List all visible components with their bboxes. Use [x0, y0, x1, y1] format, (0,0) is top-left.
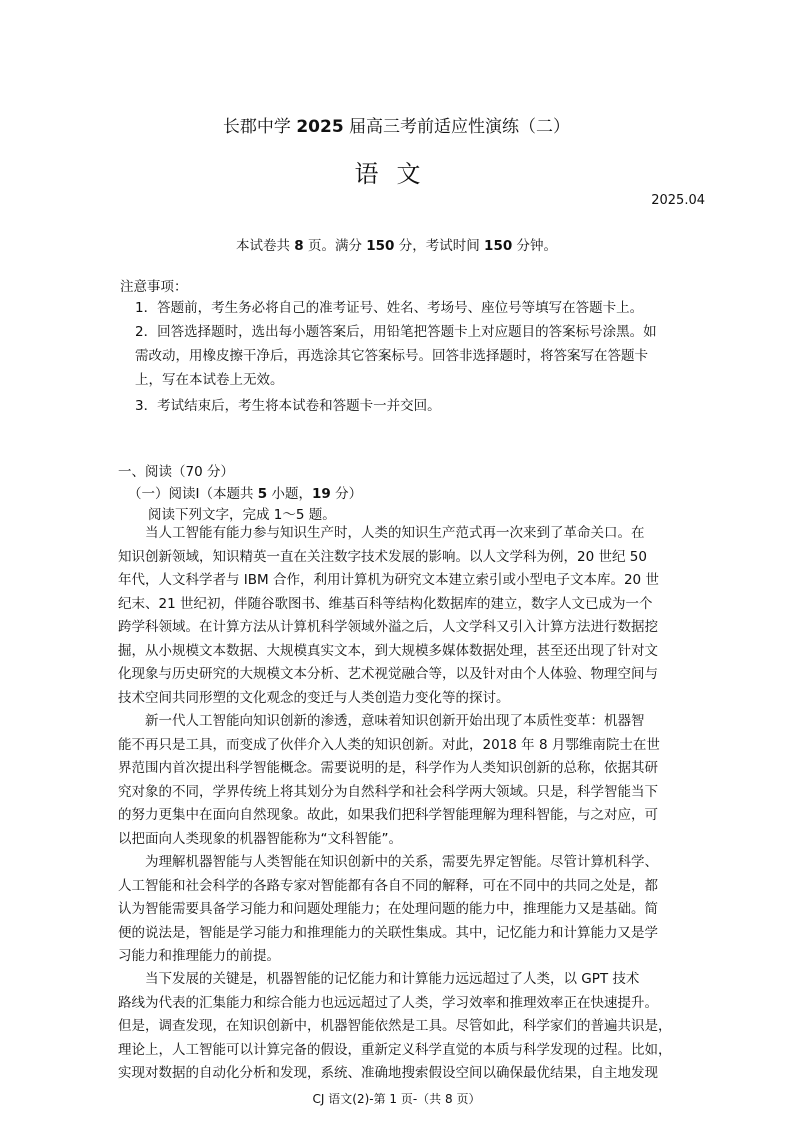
section-heading: 一、阅读（70 分）	[118, 464, 234, 480]
notes-heading: 注意事项：	[120, 279, 188, 295]
text-line: 知识创新领域，知识精英一直在关注数字技术发展的影响。以人文学科为例，20 世纪 50	[118, 548, 647, 565]
exam-title	[0, 112, 793, 137]
text-line: 人工智能和社会科学的各路专家对智能都有各自不同的解释，可在不同中的共同之处是，都	[118, 877, 658, 894]
note-line: 3．考试结束后，考生将本试卷和答题卡一并交回。	[135, 398, 441, 414]
text-line: 新一代人工智能向知识创新的渗透，意味着知识创新开始出现了本质性变革：机器智	[118, 713, 645, 729]
text-line: 能不再只是工具，而变成了伙伴介入人类的知识创新。对此，2018 年 8 月鄂维南院士在世	[118, 736, 660, 753]
text-line: 的努力更集中在面向自然现象。故此，如果我们把科学智能理解为理科智能，与之对应，可	[118, 807, 658, 823]
title-suffix: 届高三考前适应性演练（二）	[343, 117, 571, 137]
text-line: 究对象的不同，学界传统上将其划分为自然科学和社会科学两大领域。只是，科学智能当下	[118, 783, 658, 800]
text-line: 掘，从小规模文本数据、大规模真实文本，到大规模多媒体数据处理，甚至还出现了针对文	[118, 642, 658, 659]
paragraph-2	[118, 710, 678, 851]
text-line: 纪末、21 世纪初，伴随谷歌图书、维基百科等结构化数据库的建立，数字人文已成为一个	[118, 595, 653, 612]
note-line: 2．回答选择题时，选出每小题答案后，用铅笔把答题卡上对应题目的答案标号涂黑。如	[135, 324, 657, 340]
note-line: 1．答题前，考生务必将自己的准考证号、姓名、考场号、座位号等填写在答题卡上。	[135, 300, 644, 316]
text-line: 路线为代表的汇集能力和综合能力也远远超过了人类，学习效率和推理效率正在快速提升。	[118, 994, 658, 1011]
exam-duration: 150	[484, 238, 513, 254]
text-line: 技术空间共同形塑的文化观念的变迁与人类创造力变化等的探讨。	[118, 689, 510, 706]
note-line: 上，写在本试卷上无效。	[135, 372, 284, 388]
exam-info: 本试卷共 8 页。满分 150 分，考试时间 150 分钟。	[235, 238, 558, 254]
text-line: 实现对数据的自动化分析和发现，系统、准确地搜索假设空间以确保最优结果，自主地发现	[118, 1065, 658, 1081]
text-line: 习能力和推理能力的前提。	[118, 948, 280, 964]
page-count: 8	[294, 238, 304, 254]
text-line: 界范围内首次提出科学智能概念。需要说明的是，科学作为人类知识创新的总称，依据其研	[118, 760, 658, 776]
text-line: 为理解机器智能与人类智能在知识创新中的关系，需要先界定智能。尽管计算机科学、	[118, 854, 658, 870]
subject-title: 语文	[354, 160, 439, 188]
text-line: 便的说法是，智能是学习能力和推理能力的关联性集成。其中，记忆能力和计算能力又是学	[118, 924, 658, 941]
text-line: 以把面向人类现象的机器智能称为“文科智能”。	[118, 830, 402, 847]
title-prefix: 长郡中学	[222, 117, 297, 137]
text-line: 化现象与历史研究的大规模文本分析、艺术视觉融合等，以及针对由个人体验、物理空间与	[118, 666, 658, 682]
exam-date: 2025.04	[651, 193, 705, 208]
text-line: 当下发展的关键是，机器智能的记忆能力和计算能力远远超过了人类，以 GPT 技术	[118, 971, 640, 987]
text-line: 跨学科领域。在计算方法从计算机科学领域外溢之后，人文学科又引入计算方法进行数据挖	[118, 619, 658, 635]
text-line: 但是，调查发现，在知识创新中，机器智能依然是工具。尽管如此，科学家们的普遍共识是，	[118, 1018, 672, 1034]
total-score: 150	[366, 238, 395, 254]
text-line: 当人工智能有能力参与知识生产时，人类的知识生产范式再一次来到了革命关口。在	[118, 525, 645, 541]
reading-instruction: 阅读下列文字，完成 1～5 题。	[148, 507, 336, 523]
note-line: 需改动，用橡皮擦干净后，再选涂其它答案标号。回答非选择题时，将答案写在答题卡	[135, 348, 648, 364]
subsection-heading: （一）阅读Ⅰ（本题共 5 小题，19 分）	[128, 486, 363, 502]
text-line: 理论上，人工智能可以计算完备的假设，重新定义科学直觉的本质与科学发现的过程。比如，	[118, 1041, 672, 1058]
paragraph-4	[118, 968, 678, 1086]
page-footer: CJ 语文(2)-第 1 页-（共 8 页）	[312, 1092, 481, 1106]
text-line: 年代，人文科学者与 IBM 合作，利用计算机为研究文本建立索引或小型电子文本库。20 世	[118, 572, 659, 588]
text-line: 认为智能需要具备学习能力和问题处理能力；在处理问题的能力中，推理能力又是基础。简	[118, 901, 658, 917]
paragraph-3	[118, 851, 678, 969]
title-year: 2025	[296, 117, 344, 137]
paragraph-1	[118, 522, 678, 710]
